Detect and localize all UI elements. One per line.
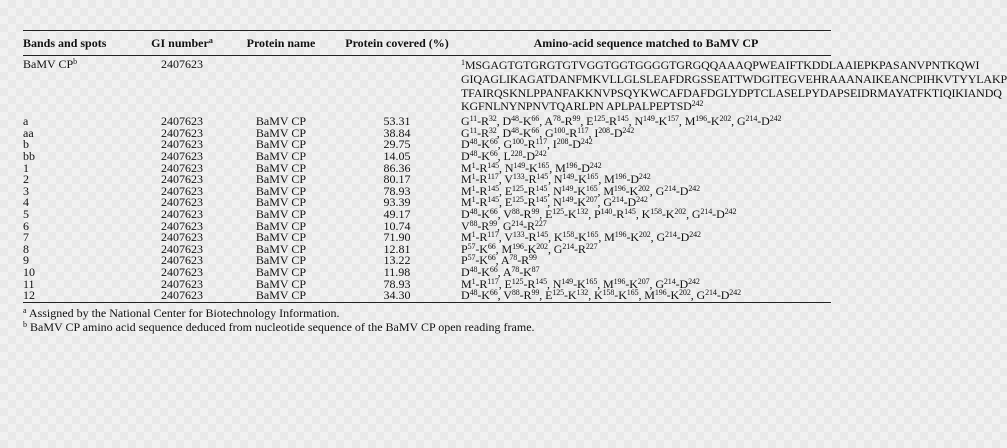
peptide: $G^{214}-D^{242}$: [696, 288, 741, 303]
covered-cell: 71.90: [383, 230, 411, 245]
covered-cell: 80.17: [383, 172, 411, 187]
protein-cell: BaMV CP: [255, 114, 307, 129]
gi-cell: 2407623: [161, 160, 203, 175]
gi-cell: 2407623: [161, 195, 203, 210]
gi-cell: 2407623: [161, 241, 203, 256]
protein-cell: BaMV CP: [255, 183, 307, 198]
peptides-cell: $D^{48}-K^{66}$, $V^{88}-R^{99}$, $E^{125}-K^{132}$, $K^{158}-K^{165}$, $M^{196}-K^{202}$, $G^{214}-D^{242}$: [461, 288, 741, 303]
header-bands: Bands and spots: [23, 36, 107, 50]
band-cell: 11: [23, 276, 35, 291]
peptide: $G^{214}-R^{227}$: [553, 241, 598, 256]
peptide: $I^{208}-D^{242}$: [594, 125, 635, 140]
sequence-line: KGFNLNYNPNVTQARLPN APLPALPEPTSD$^{242}$: [461, 99, 704, 114]
band-cell: 6: [23, 218, 29, 233]
peptide: $L^{228}-D^{242}$: [503, 148, 547, 163]
band-cell: 2: [23, 172, 29, 187]
protein-cell: BaMV CP: [255, 195, 307, 210]
covered-cell: 38.84: [383, 125, 411, 140]
peptide: $M^{196}-K^{202}$: [604, 230, 651, 245]
peptide: $G^{214}-D^{242}$: [656, 230, 701, 245]
peptide: $G^{214}-D^{242}$: [655, 183, 701, 198]
protein-cell: BaMV CP: [255, 160, 307, 175]
peptide: $D^{48}-K^{66}$: [461, 137, 498, 152]
peptide: $N^{149}-K^{165}$: [553, 183, 598, 198]
peptide: $E^{125}-R^{145}$: [504, 276, 547, 291]
table-row: [23, 209, 831, 221]
table-row: [23, 221, 831, 233]
peptides-cell: $M^1-R^{117}$, $E^{125}-R^{145}$, $N^{149}-K^{165}$, $M^{196}-K^{207}$, $G^{214}-D^{242}$: [461, 276, 700, 291]
table-row: [23, 128, 831, 140]
peptide: $P^{140}-R^{145}$: [594, 206, 636, 221]
gi-cell: 2407623: [161, 206, 203, 221]
full-sequence-cell: [461, 56, 1007, 116]
table-row: [23, 255, 831, 267]
band-cell: 10: [23, 264, 35, 279]
covered-cell: 14.05: [383, 148, 411, 163]
peptide: $D^{48}-K^{66}$: [461, 264, 498, 279]
peptides-cell: $P^{57}-K^{66}$, $A^{78}-R^{99}$: [461, 253, 537, 268]
peptide: $M^{196}-K^{202}$: [501, 241, 548, 256]
protein-cell: BaMV CP: [255, 148, 307, 163]
covered-cell: 49.17: [383, 206, 411, 221]
covered-cell: 34.30: [383, 288, 411, 303]
band-cell: 12: [23, 288, 35, 303]
peptide: $M^1-R^{145}$: [461, 183, 499, 198]
gi-cell: 2407623: [161, 125, 203, 140]
peptides-cell: $D^{48}-K^{66}$, $G^{100}-R^{117}$, $I^{208}-D^{242}$: [461, 137, 593, 152]
table-row-full-sequence: [23, 56, 831, 116]
covered-cell: [333, 56, 461, 116]
peptide: $M^{196}-D^{242}$: [555, 160, 602, 175]
peptide: $M^{196}-K^{202}$: [644, 288, 691, 303]
protein-cell: BaMV CP: [255, 230, 307, 245]
peptide: $D^{48}-K^{66}$: [461, 288, 498, 303]
covered-cell: 11.98: [383, 264, 411, 279]
peptide: $M^{196}-D^{242}$: [604, 172, 651, 187]
peptide: $I^{208}-D^{242}$: [552, 137, 593, 152]
peptide: $D^{48}-K^{66}$: [461, 148, 498, 163]
peptides-cell: $V^{88}-R^{99}$, $G^{214}-R^{227}$: [461, 218, 547, 233]
peptide: $M^{196}-K^{202}$: [603, 183, 650, 198]
peptide: $M^1-R^{117}$: [461, 276, 499, 291]
peptide: $G^{214}-R^{227}$: [502, 218, 547, 233]
peptide: $E^{125}-K^{132}$: [545, 206, 589, 221]
gi-cell: 2407623: [161, 183, 203, 198]
peptide: $E^{125}-K^{132}$: [545, 288, 589, 303]
protein-cell: BaMV CP: [255, 206, 307, 221]
protein-cell: BaMV CP: [255, 276, 307, 291]
protein-cell: BaMV CP: [255, 125, 307, 140]
table-row: [23, 151, 831, 163]
covered-cell: 10.74: [383, 218, 411, 233]
covered-cell: 86.36: [383, 160, 411, 175]
peptide: $G^{214}-D^{242}$: [655, 276, 700, 291]
peptide: $M^{196}-K^{202}$: [684, 114, 732, 129]
peptides-cell: $M^1-R^{145}$, $E^{125}-R^{145}$, $N^{149}-K^{207}$, $G^{214}-D^{242}$: [461, 195, 648, 210]
footnote: $^b$ BaMV CP amino acid sequence deduced from nucleotide sequence of the BaMV CP open reading frame.: [23, 319, 535, 334]
peptide: $N^{149}-K^{207}$: [553, 195, 598, 210]
gi-cell: 2407623: [161, 137, 203, 152]
peptide: $M^1-R^{145}$: [461, 195, 499, 210]
peptide: $E^{125}-R^{145}$: [504, 183, 548, 198]
footnotes: [23, 306, 831, 334]
table-row: [23, 139, 831, 151]
peptide: $D^{48}-K^{66}$: [502, 125, 540, 140]
peptide: $E^{125}-R^{145}$: [504, 195, 548, 210]
covered-cell: 29.75: [383, 137, 411, 152]
table-row: [23, 116, 831, 128]
gi-cell: 2407623: [161, 264, 203, 279]
covered-cell: 93.39: [383, 195, 411, 210]
peptides-cell: $M^1-R^{145}$, $E^{125}-R^{145}$, $N^{149}-K^{165}$, $M^{196}-K^{202}$, $G^{214}-D^{242}$: [461, 183, 701, 198]
peptides-cell: $D^{48}-K^{66}$, $V^{88}-R^{99}$, $E^{125}-K^{132}$, $P^{140}-R^{145}$, $K^{158}-K^{202}$, $G^{214}-D^{242}$: [461, 206, 737, 221]
band-cell: 8: [23, 241, 29, 256]
peptides-cell: $M^1-R^{117}$, $V^{133}-R^{145}$, $K^{158}-K^{165}$, $M^{196}-K^{202}$, $G^{214}-D^{242}$: [461, 230, 701, 245]
peptide: $M^1-R^{145}$: [461, 160, 499, 175]
gi-cell: 2407623: [161, 114, 203, 129]
table-row: [23, 163, 831, 175]
peptide: $A^{78}-R^{99}$: [544, 114, 581, 129]
results-table: [23, 31, 1007, 303]
peptide: $G^{214}-D^{242}$: [736, 114, 782, 129]
protein-cell: BaMV CP: [255, 172, 307, 187]
band-cell: 9: [23, 253, 29, 268]
peptide: $D^{48}-K^{66}$: [461, 206, 498, 221]
sequence-line: GIQAGLIKAGATDANFMKVLLGLSLEAFDRGSSEATTWDGITEGVEHRAAANAIKEANCPIHKVTYYLAKP: [461, 71, 1007, 86]
table-row: [23, 267, 831, 279]
peptide: $A^{78}-R^{99}$: [500, 253, 537, 268]
protein-cell: BaMV CP: [255, 137, 307, 152]
table-row: [23, 244, 831, 256]
gi-cell: 2407623: [161, 288, 203, 303]
covered-cell: 78.93: [383, 183, 411, 198]
peptide: $M^{196}-K^{207}$: [603, 276, 650, 291]
protein-cell: BaMV CP: [255, 253, 307, 268]
peptide: $K^{158}-K^{202}$: [641, 206, 687, 221]
footnote: $^a$ Assigned by the National Center for Biotechnology Information.: [23, 305, 340, 320]
peptide: $V^{88}-R^{99}$: [503, 206, 540, 221]
peptide: $V^{88}-R^{99}$: [503, 288, 540, 303]
peptide: $V^{88}-R^{99}$: [461, 218, 498, 233]
peptide: $G^{214}-D^{242}$: [691, 206, 737, 221]
band-cell: aa: [23, 125, 34, 140]
gi-cell: 2407623: [161, 230, 203, 245]
band-cell: 7: [23, 230, 29, 245]
band-cell: 1: [23, 160, 29, 175]
sequence-line: $^1$MSGAGTGTGRGTGTVGGTGGTGGGGTGRGQQAAAQPWEAIFTKDDLAAIEPKPASANVPNTKQWI: [461, 58, 980, 72]
protein-cell: BaMV CP: [255, 288, 307, 303]
protein-cell: BaMV CP: [255, 218, 307, 233]
peptide: $G^{100}-R^{117}$: [503, 137, 547, 152]
covered-cell: 12.81: [383, 241, 411, 256]
table-row: [23, 290, 831, 302]
peptides-cell: $G^{11}-R^{32}$, $D^{48}-K^{66}$, $G^{100}-R^{117}$, $I^{208}-D^{242}$: [461, 125, 635, 140]
peptide: $M^1-R^{117}$: [461, 172, 499, 187]
peptide: $G^{11}-R^{32}$: [461, 125, 497, 140]
table-row: [23, 174, 831, 186]
header-row: [23, 31, 831, 55]
peptide: $V^{133}-R^{145}$: [504, 172, 549, 187]
gi-cell: 2407623: [161, 253, 203, 268]
peptide: $A^{78}-K^{87}$: [502, 264, 540, 279]
peptide: $E^{125}-R^{145}$: [586, 114, 629, 129]
peptide: $K^{158}-K^{165}$: [594, 288, 639, 303]
peptide: $G^{214}-D^{242}$: [603, 195, 648, 210]
peptide: $P^{57}-K^{66}$: [461, 241, 496, 256]
peptide: $N^{149}-K^{165}$: [553, 172, 599, 187]
peptide: $V^{133}-R^{145}$: [504, 230, 549, 245]
band-cell: 4: [23, 195, 29, 210]
peptides-cell: $M^1-R^{145}$, $N^{149}-K^{165}$, $M^{196}-D^{242}$: [461, 160, 602, 175]
band-cell: 3: [23, 183, 29, 198]
band-cell: BaMV $CP^b$: [23, 57, 78, 71]
protein-cell: BaMV CP: [255, 241, 307, 256]
peptide: $G^{100}-R^{117}$: [545, 125, 589, 140]
gi-cell: 2407623: [161, 148, 203, 163]
peptide: $D^{48}-K^{66}$: [502, 114, 540, 129]
header-sequence: Amino-acid sequence matched to BaMV CP: [533, 36, 759, 50]
header-gi-number: GI number$^a$: [151, 36, 213, 50]
protein-cell: [229, 56, 333, 116]
peptides-cell: $D^{48}-K^{66}$, $L^{228}-D^{242}$: [461, 148, 547, 163]
peptide: $G^{11}-R^{32}$: [461, 114, 497, 129]
protein-cell: BaMV CP: [255, 264, 307, 279]
peptide: $N^{149}-K^{165}$: [552, 276, 598, 291]
peptides-cell: $M^1-R^{117}$, $V^{133}-R^{145}$, $N^{149}-K^{165}$, $M^{196}-D^{242}$: [461, 172, 651, 187]
gi-cell: 2407623: [161, 218, 203, 233]
band-cell: 5: [23, 206, 29, 221]
table-document: [23, 30, 1007, 334]
gi-cell: 2407623: [161, 276, 203, 291]
peptide: $N^{149}-K^{157}$: [634, 114, 679, 129]
peptides-cell: $D^{48}-K^{66}$, $A^{78}-K^{87}$: [461, 264, 540, 279]
header-protein-name: Protein name: [246, 36, 316, 50]
peptide: $M^1-R^{117}$: [461, 230, 499, 245]
peptides-cell: $G^{11}-R^{32}$, $D^{48}-K^{66}$, $A^{78}-R^{99}$, $E^{125}-R^{145}$, $N^{149}-K^{157}$, $M^{196}-K^{202}$, $G^{214}-D^{242}$: [461, 114, 782, 129]
gi-cell: 2407623: [161, 172, 203, 187]
header-protein-covered: Protein covered (%): [345, 36, 449, 50]
covered-cell: 53.31: [383, 114, 411, 129]
band-cell: bb: [23, 148, 35, 163]
peptide: $N^{149}-K^{165}$: [504, 160, 550, 175]
gi-cell: 2407623: [161, 57, 203, 71]
covered-cell: 78.93: [383, 276, 411, 291]
peptide: $K^{158}-K^{165}$: [553, 230, 599, 245]
band-cell: a: [23, 114, 29, 129]
sequence-line: TFAIRQSKNLPPANFAKKNVPSQYKWCAFDAFDGLYDPTCLASELPYDAPSEIDRMAYATFKTIQIKIANDQ: [461, 85, 1002, 100]
band-cell: b: [23, 137, 29, 152]
peptides-cell: $P^{57}-K^{66}$, $M^{196}-K^{202}$, $G^{214}-R^{227}$: [461, 241, 598, 256]
peptide: $P^{57}-K^{66}$: [461, 253, 496, 268]
covered-cell: 13.22: [383, 253, 411, 268]
table-row: [23, 232, 831, 244]
table-row: [23, 186, 831, 198]
